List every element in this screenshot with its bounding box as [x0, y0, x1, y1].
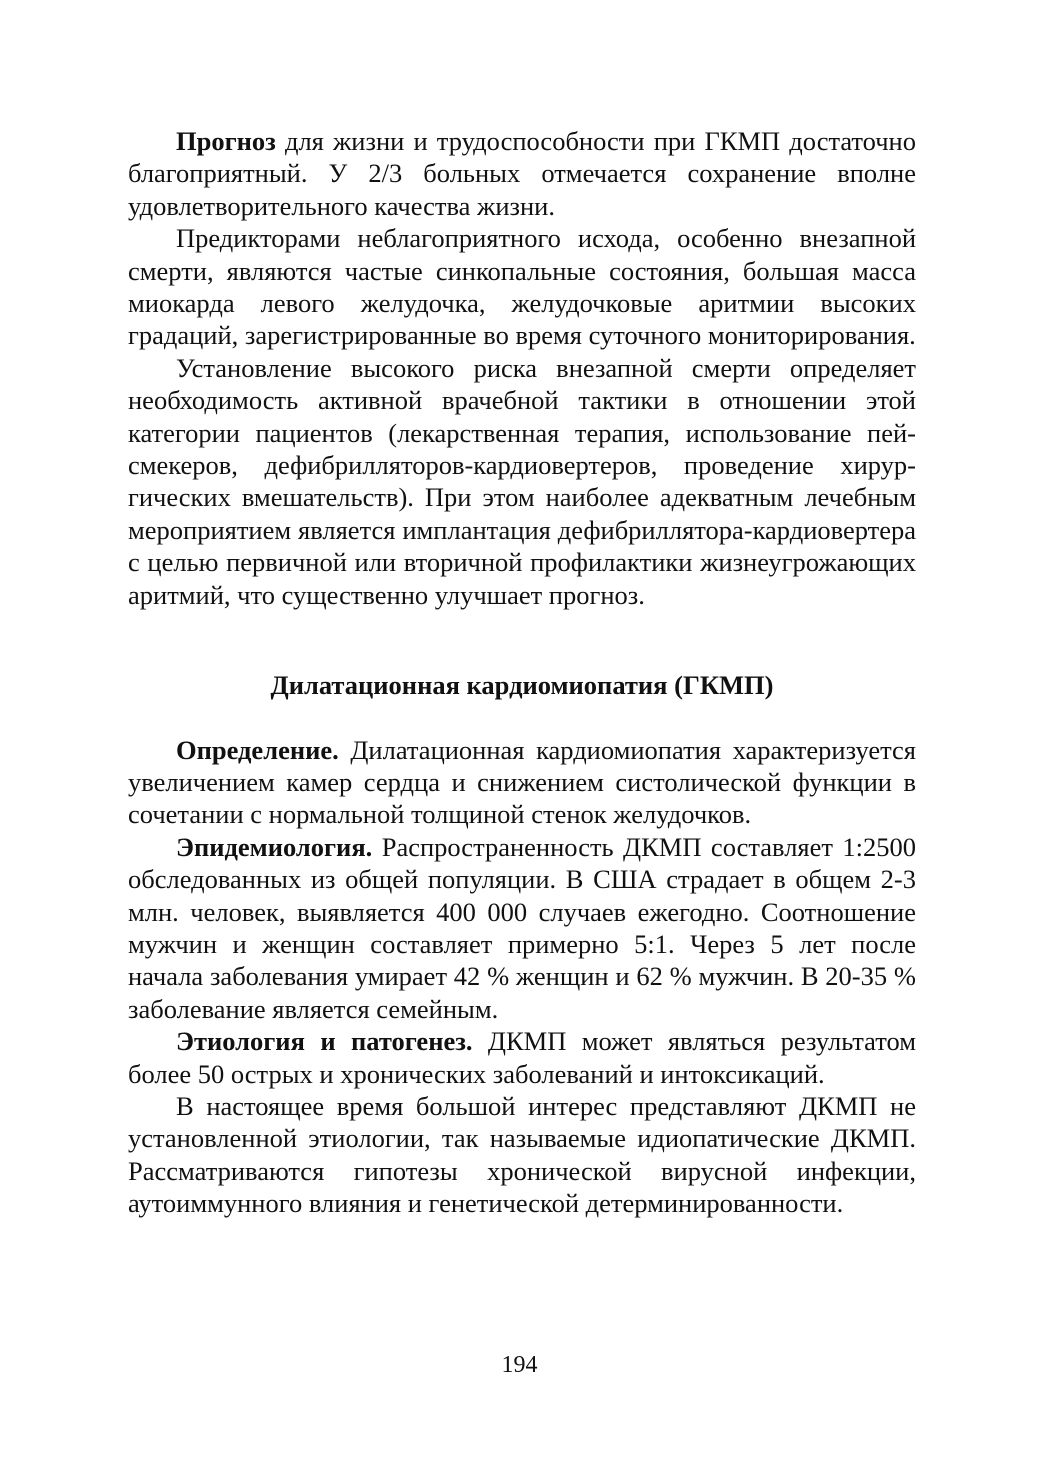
section-spacer — [128, 611, 916, 669]
paragraph-text: для жизни и трудоспособности при ГКМП достаточно благоприятный. У 2/3 больных отмечается сохранение вполне удовлетворительного качества жизни. — [128, 126, 916, 221]
paragraph-prognosis — [128, 125, 916, 222]
paragraph-etiology — [128, 1025, 916, 1090]
paragraph-text: ДКМП может являться результатом более 50 острых и хронических заболеваний и интоксикаций. — [128, 1026, 917, 1089]
paragraph-lead: Этиология и патогенез. — [176, 1026, 473, 1057]
paragraph-definition — [128, 734, 916, 831]
paragraph-lead: Эпидемиология. — [176, 831, 373, 862]
paragraph-text: Распространенность ДКМП составляет 1:2500 обследованных из общей популяции. В США страдает в общем 2-3 млн. человек, выявляется 400 000 случаев ежегодно. Соотношение мужчин и женщин составляет примерно 5:1. Через 5 лет после начала заболевания умирает 42 % женщин и 62 % мужчин. В 20-35 % заболевание является семейным. — [128, 831, 916, 1024]
paragraph-text: В настоящее время большой интерес представляют ДКМП не установленной этиологии, так называемые идиопатические ДКМП. Рассматриваются гипотезы хронической вирусной инфекции, аутоиммунного влияния и генетической детерминированности. — [128, 1090, 916, 1219]
paragraph-text: Установление высокого риска внезапной смерти определяет необходимость активной врачебной тактики в отношении этой категории пациентов (лекарственная терапия, использование пейсмекеров, дефибрилляторов-кардиовертеров, проведение хирургических вмешательств). При этом наиболее адекватным лечебным мероприятием является имплантация дефибриллятора-кардиовертера с целью первичной или вторичной профилактики жизнеугрожающих аритмий, что существенно улучшает прогноз. — [128, 352, 916, 610]
paragraph-predictors — [128, 222, 916, 352]
paragraph-epidemiology — [128, 831, 916, 1025]
paragraph-lead: Прогноз — [176, 126, 276, 156]
section-heading: Дилатационная кардиомиопатия (ГКМП) — [270, 670, 774, 701]
heading-spacer — [128, 702, 916, 734]
paragraph-idiopathic — [128, 1090, 916, 1220]
paragraph-text: Дилатационная кардиомиопатия характеризуется увеличением камер сердца и снижением систолической функции в сочетании с нормальной толщиной стенок желудочков. — [128, 734, 916, 830]
page-body — [128, 125, 916, 1220]
paragraph-text: Предикторами неблагоприятного исхода, особенно внезапной смерти, являются частые синкопальные состояния, большая масса миокарда левого желудочка, желудочковые аритмии высоких градаций, зарегистрированные во время суточного мониторирования. — [128, 223, 916, 351]
paragraph-lead: Определение. — [176, 734, 339, 765]
page-number: 194 — [501, 1352, 538, 1378]
paragraph-risk-tactics — [128, 352, 916, 611]
